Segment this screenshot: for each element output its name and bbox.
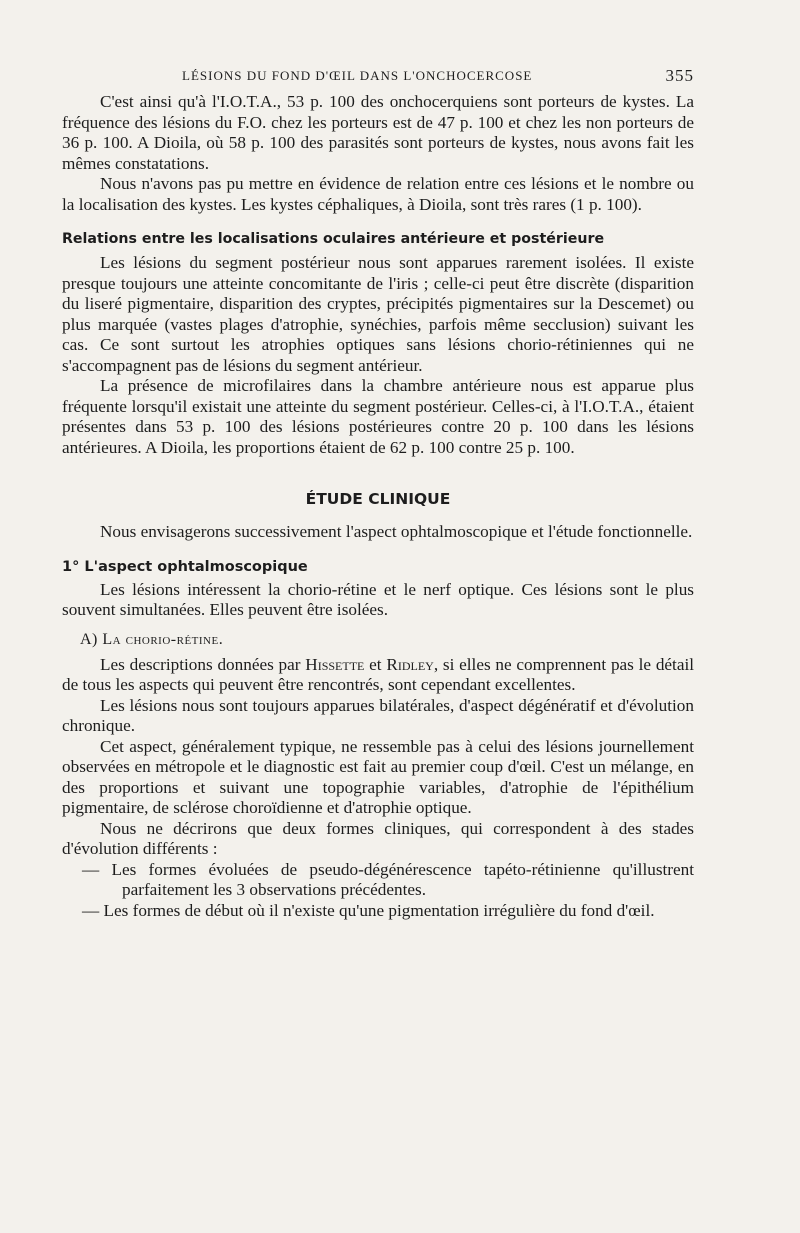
section-heading-etude: ÉTUDE CLINIQUE (305, 490, 451, 508)
text-run: Les descriptions données par (100, 654, 306, 674)
heading-prefix: A) (80, 630, 103, 648)
running-title: LÉSIONS DU FOND D'ŒIL DANS L'ONCHOCERCOSE (182, 68, 533, 83)
text-run: et (364, 654, 387, 674)
paragraph: Les lésions intéressent la chorio-rétine et le nerf optique. Ces lésions sont le plus souvent simultanées. Elles peuvent être isolées. (62, 579, 694, 619)
subsection-heading-chorio (80, 631, 694, 649)
paragraph: C'est ainsi qu'à l'I.O.T.A., 53 p. 100 des onchocerquiens sont porteurs de kystes. La fréquence des lésions du F.O. chez les porteurs est de 47 p. 100 et chez les non porteurs de 36 p. 100. A Dioila, où 58 p. 100 des parasités sont porteurs de kystes, nous avons fait les mêmes constatations. (62, 92, 694, 173)
paragraph: Nous envisagerons successivement l'aspect ophtalmoscopique et l'étude fonctionnelle. (100, 522, 693, 541)
author-name: Hissette (305, 654, 365, 674)
paragraph-with-authors (62, 655, 694, 696)
subsection-heading-aspect: 1° L'aspect ophtalmoscopique (62, 558, 308, 575)
paragraph: Les lésions du segment postérieur nous sont apparues rarement isolées. Il existe presque toujours une atteinte concomitante de l'iris ; celle-ci peut être discrète (disparition du liseré pigmentaire, disparition des cryptes, précipités pigmentaires sur la Descemet) ou plus marquée (vastes plages d'atrophie, synéchies, parfois même secclusion) suivant les cas. Ce sont surtout les atrophies optiques sans lésions chorio-rétiniennes qui ne s'accompagnent pas de lésions du segment antérieur. (62, 253, 694, 375)
text-run: , si elles ne comprennent pas le détail de tous les aspects qui peuvent être rencontrés, sont cependant excellentes. (62, 654, 695, 694)
page (62, 62, 694, 921)
author-name: Ridley (386, 654, 434, 674)
page-number: 355 (665, 66, 694, 85)
list-item: — Les formes de début où il n'existe qu'une pigmentation irrégulière du fond d'œil. (82, 900, 655, 920)
heading-text: La chorio-rétine. (102, 630, 224, 648)
paragraph: Cet aspect, généralement typique, ne ressemble pas à celui des lésions journellement observées en métropole et le diagnostic est fait au premier coup d'œil. C'est un mélange, en des proportions et suivant une topographie variables, d'atrophie de l'épithélium pigmentaire, de sclérose choroïdienne et d'atrophie optique. (62, 736, 694, 817)
paragraph: La présence de microfilaires dans la chambre antérieure nous est apparue plus fréquente lorsqu'il existait une atteinte du segment postérieur. Celles-ci, à l'I.O.T.A., étaient présentes dans 53 p. 100 des lésions postérieures contre 20 p. 100 dans les lésions antérieures. A Dioila, les proportions étaient de 62 p. 100 contre 25 p. 100. (62, 376, 694, 457)
section-heading-relations: Relations entre les localisations oculaires antérieure et postérieure (62, 231, 605, 247)
paragraph: Nous n'avons pas pu mettre en évidence de relation entre ces lésions et le nombre ou la localisation des kystes. Les kystes céphaliques, à Dioila, sont très rares (1 p. 100). (62, 174, 694, 214)
running-head (62, 62, 694, 92)
paragraph: Nous ne décrirons que deux formes cliniques, qui correspondent à des stades d'évolution différents : (62, 818, 694, 858)
paragraph: Les lésions nous sont toujours apparues bilatérales, d'aspect dégénératif et d'évolution chronique. (62, 695, 694, 735)
list-item: — Les formes évoluées de pseudo-dégénérescence tapéto-rétinienne qu'illustrent parfaitement les 3 observations précédentes. (82, 859, 694, 899)
